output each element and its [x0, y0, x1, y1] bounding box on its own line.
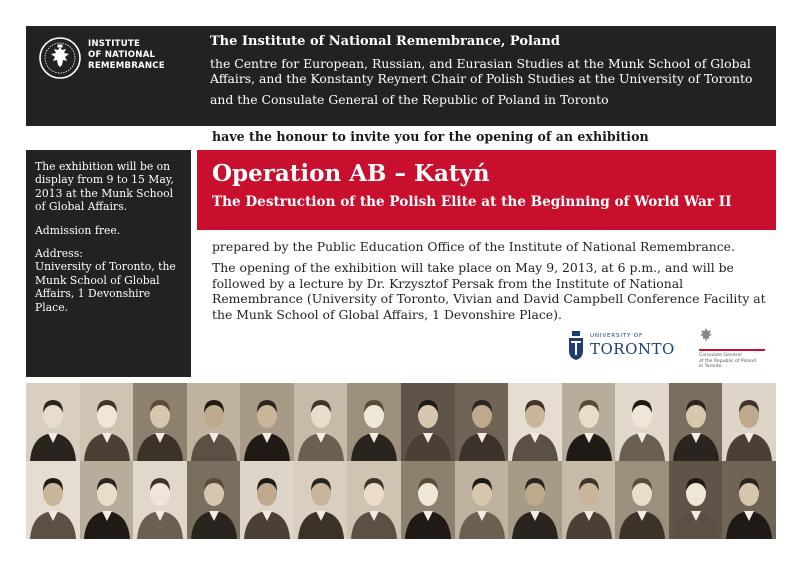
portrait-photo [669, 461, 723, 539]
prepared-by: prepared by the Public Education Office of the Institute of National Remembrance. [212, 239, 735, 254]
portrait-photo [455, 461, 509, 539]
portrait-photo [26, 461, 80, 539]
invitation-line: have the honour to invite you for the opening of an exhibition [212, 129, 649, 144]
body-text [212, 239, 772, 328]
portrait-silhouette-icon [455, 383, 509, 461]
portrait-silhouette-icon [455, 461, 509, 539]
info-panel [26, 150, 191, 377]
exhibition-subtitle: The Destruction of the Polish Elite at the Beginning of World War II [212, 194, 732, 210]
portrait-photo [80, 383, 134, 461]
portrait-silhouette-icon [722, 461, 776, 539]
portrait-photo [455, 383, 509, 461]
flag-stripe [699, 349, 765, 351]
portrait-silhouette-icon [562, 383, 616, 461]
portrait-silhouette-icon [80, 461, 134, 539]
consulate-text [699, 353, 777, 370]
uoft-crest-icon [568, 331, 584, 361]
logo-line-3: REMEMBRANCE [88, 61, 165, 71]
consulate-line-1: Consulate General [699, 353, 742, 358]
portrait-silhouette-icon [80, 383, 134, 461]
portrait-photo [615, 461, 669, 539]
portrait-silhouette-icon [722, 383, 776, 461]
portrait-silhouette-icon [133, 461, 187, 539]
portrait-photo [401, 383, 455, 461]
portrait-silhouette-icon [669, 383, 723, 461]
portrait-photo [615, 383, 669, 461]
portrait-photo [294, 383, 348, 461]
portrait-photo [669, 383, 723, 461]
portrait-photo [722, 383, 776, 461]
logo-line-2: OF NATIONAL [88, 50, 156, 60]
portrait-photo [294, 461, 348, 539]
portrait-photo [187, 383, 241, 461]
portrait-silhouette-icon [615, 461, 669, 539]
portrait-silhouette-icon [347, 383, 401, 461]
portrait-silhouette-icon [508, 383, 562, 461]
portrait-silhouette-icon [133, 383, 187, 461]
admission: Admission free. [35, 223, 121, 237]
portrait-photo [508, 383, 562, 461]
address: University of Toronto, the Munk School of Global Affairs, 1 Devonshire Place. [35, 260, 176, 314]
portrait-silhouette-icon [401, 383, 455, 461]
host-munk-school: the Centre for European, Russian, and Eurasian Studies at the Munk School of Global Affairs, and the Konstanty Reynert Chair of Polish Studies at the University of Toronto [210, 56, 753, 86]
portrait-photo [26, 383, 80, 461]
university-of-toronto-logo [568, 328, 676, 370]
portrait-photo [347, 461, 401, 539]
logo-line-1: INSTITUTE [88, 39, 141, 49]
uoft-small-text: UNIVERSITY OF [590, 333, 644, 339]
portrait-silhouette-icon [508, 461, 562, 539]
portrait-photo [508, 461, 562, 539]
portrait-silhouette-icon [294, 461, 348, 539]
host-organizations [210, 34, 770, 113]
portrait-photo [80, 461, 134, 539]
consulate-logo [695, 327, 775, 375]
portrait-silhouette-icon [240, 461, 294, 539]
portrait-photo [562, 383, 616, 461]
portrait-silhouette-icon [26, 461, 80, 539]
portrait-photo [240, 461, 294, 539]
portrait-silhouette-icon [669, 461, 723, 539]
host-consulate: and the Consulate General of the Republic of Poland in Toronto [210, 92, 609, 107]
portrait-photo [401, 461, 455, 539]
portrait-silhouette-icon [615, 383, 669, 461]
portrait-silhouette-icon [562, 461, 616, 539]
portrait-photo [347, 383, 401, 461]
uoft-big-text: TORONTO [590, 340, 675, 358]
portrait-silhouette-icon [26, 383, 80, 461]
portrait-silhouette-icon [240, 383, 294, 461]
portrait-photo [187, 461, 241, 539]
address-label: Address: [35, 247, 83, 261]
portrait-photo [240, 383, 294, 461]
portrait-photo [133, 461, 187, 539]
display-dates: The exhibition will be on display from 9 to 15 May, 2013 at the Munk School of Global Affairs. [35, 160, 174, 214]
ipn-eagle-logo-icon [38, 36, 82, 80]
portrait-silhouette-icon [187, 383, 241, 461]
portrait-photo [133, 383, 187, 461]
portrait-silhouette-icon [401, 461, 455, 539]
host-ipn: The Institute of National Remembrance, Poland [210, 34, 560, 49]
portrait-silhouette-icon [187, 461, 241, 539]
consulate-line-2: of the Republic of Poland [699, 358, 757, 364]
portrait-silhouette-icon [347, 461, 401, 539]
polish-eagle-icon [699, 327, 713, 343]
exhibition-title: Operation AB – Katyń [212, 160, 490, 187]
portrait-photo-strip [26, 383, 776, 539]
portrait-photo [562, 461, 616, 539]
portrait-silhouette-icon [294, 383, 348, 461]
opening-details: The opening of the exhibition will take place on May 9, 2013, at 6 p.m., and will be followed by a lecture by Dr. Krzysztof Persak from the Institute of National Remembrance (University of Toronto, Vivian and David Campbell Conference Facility at the Munk School of Global Affairs, 1 Devonshire Place). [212, 260, 766, 322]
consulate-line-3: in Toronto [699, 364, 722, 370]
ipn-logo-text [88, 39, 165, 72]
portrait-photo [722, 461, 776, 539]
